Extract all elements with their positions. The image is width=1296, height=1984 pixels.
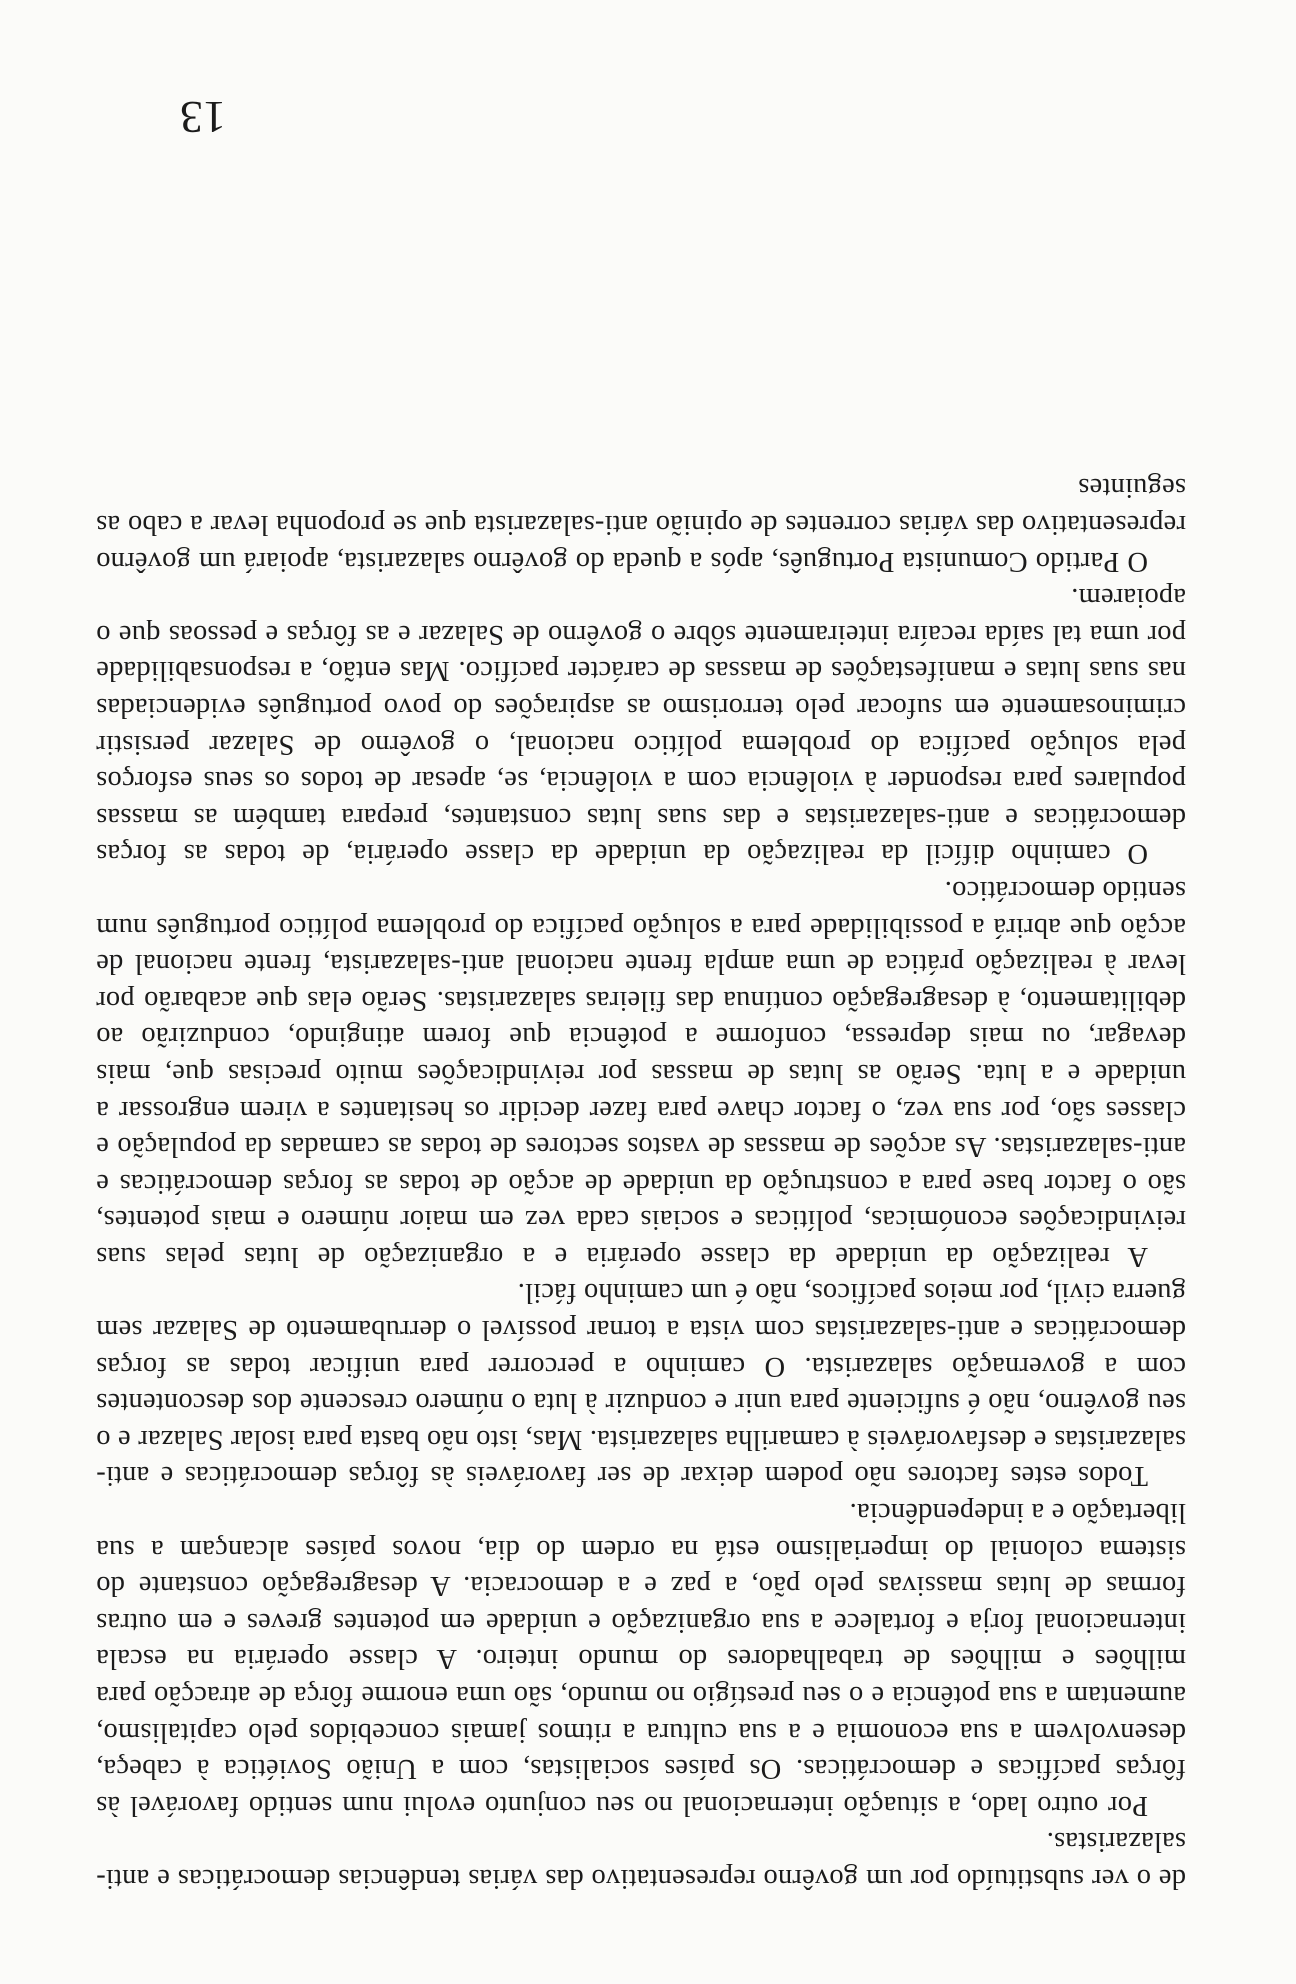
- paragraph: de o ver substituído por um govêrno representativo das várias tendências democráticas e anti-salazaristas.: [96, 1826, 1186, 1894]
- paragraph: A realização da unidade da classe operária e a organização de lutas pelas suas reivindicações económicas, políticas e sociais cada vez em maior número e mais potentes, são o factor base para a construção da unidade de acção de todas as forças democráticas e anti-salazaristas. As acções de massas de vastos sectores de todas as camadas da população e classes são, por sua vez, o factor chave para fazer decidir os hesitantes a virem engrossar a unidade e a luta. Serão as lutas de massas por reivindicações muito precisas que, mais devagar, ou mais depressa, conforme a potência que forem atingindo, conduzirão ao debilitamento, à desagregação contínua das fileiras salazaristas. Serão elas que acabarão por levar à realização prática de uma ampla frente nacional anti-salazarista, frente nacional de acção que abrirá a possibilidade para a solução pacífica do problema político português num sentido democrático.: [96, 874, 1186, 1272]
- body-text: [96, 469, 1186, 1896]
- paragraph: Todos estes factores não podem deixar de ser favoráveis às fôrças democráticas e anti-salazaristas e desfavoráveis à camarilha salazarista. Mas, isto não basta para isolar Salazar e o seu govêrno, não é suficiente para unir e conduzir à luta o número crescente dos descontentes com a governação salazarista. O caminho a percorrer para unificar todas as forças democráticas e anti-salazaristas com vista a tornar possível o derrubamento de Salazar sem guerra civil, por meios pacíficos, não é um caminho fácil.: [96, 1277, 1186, 1492]
- page-number: 13: [180, 92, 226, 143]
- paragraph: Por outro lado, a situação internacional no seu conjunto evolui num sentido favorável às fôrças pacíficas e democráticas. Os países socialistas, com a União Soviética à cabeça, desenvolvem a sua economia e a sua cultura a ritmos jamais concebidos pelo capitalismo, aumentam a sua potência e o seu prestígio no mundo, são uma enorme fôrça de atracção para milhões e milhões de trabalhadores do mundo inteiro. A classe operária na escala internacional forja e fortalece a sua organização e unidade em potentes greves e em outras formas de lutas massivas pelo pão, a paz e a democracia. A desagregação constante do sistema colonial do imperialismo está na ordem do dia, novos países alcançam a sua libertação e a independência.: [96, 1497, 1186, 1821]
- paragraph: O caminho difícil da realização da unidade da classe operária, de todas as forças democráticas e anti-salazaristas e das suas lutas constantes, prepara também as massas populares para responder à violência com a violência, se, apesar de todos os seus esforços pela solução pacífica do problema político nacional, o govêrno de Salazar persistir criminosamente em sufocar pelo terrorismo as aspirações do povo português evidenciadas nas suas lutas e manifestações de massas de carácter pacífico. Mas então, a responsabilidade por uma tal saída recaíra inteiramente sôbre o govêrno de Salazar e as fôrças e pessoas que o apoiarem.: [96, 582, 1186, 870]
- paragraph: O Partido Comunista Português, após a queda do govêrno salazarista, apoiará um govêrno representativo das várias correntes de opinião anti-salazarista que se proponha levar a cabo as seguintes: [96, 472, 1186, 577]
